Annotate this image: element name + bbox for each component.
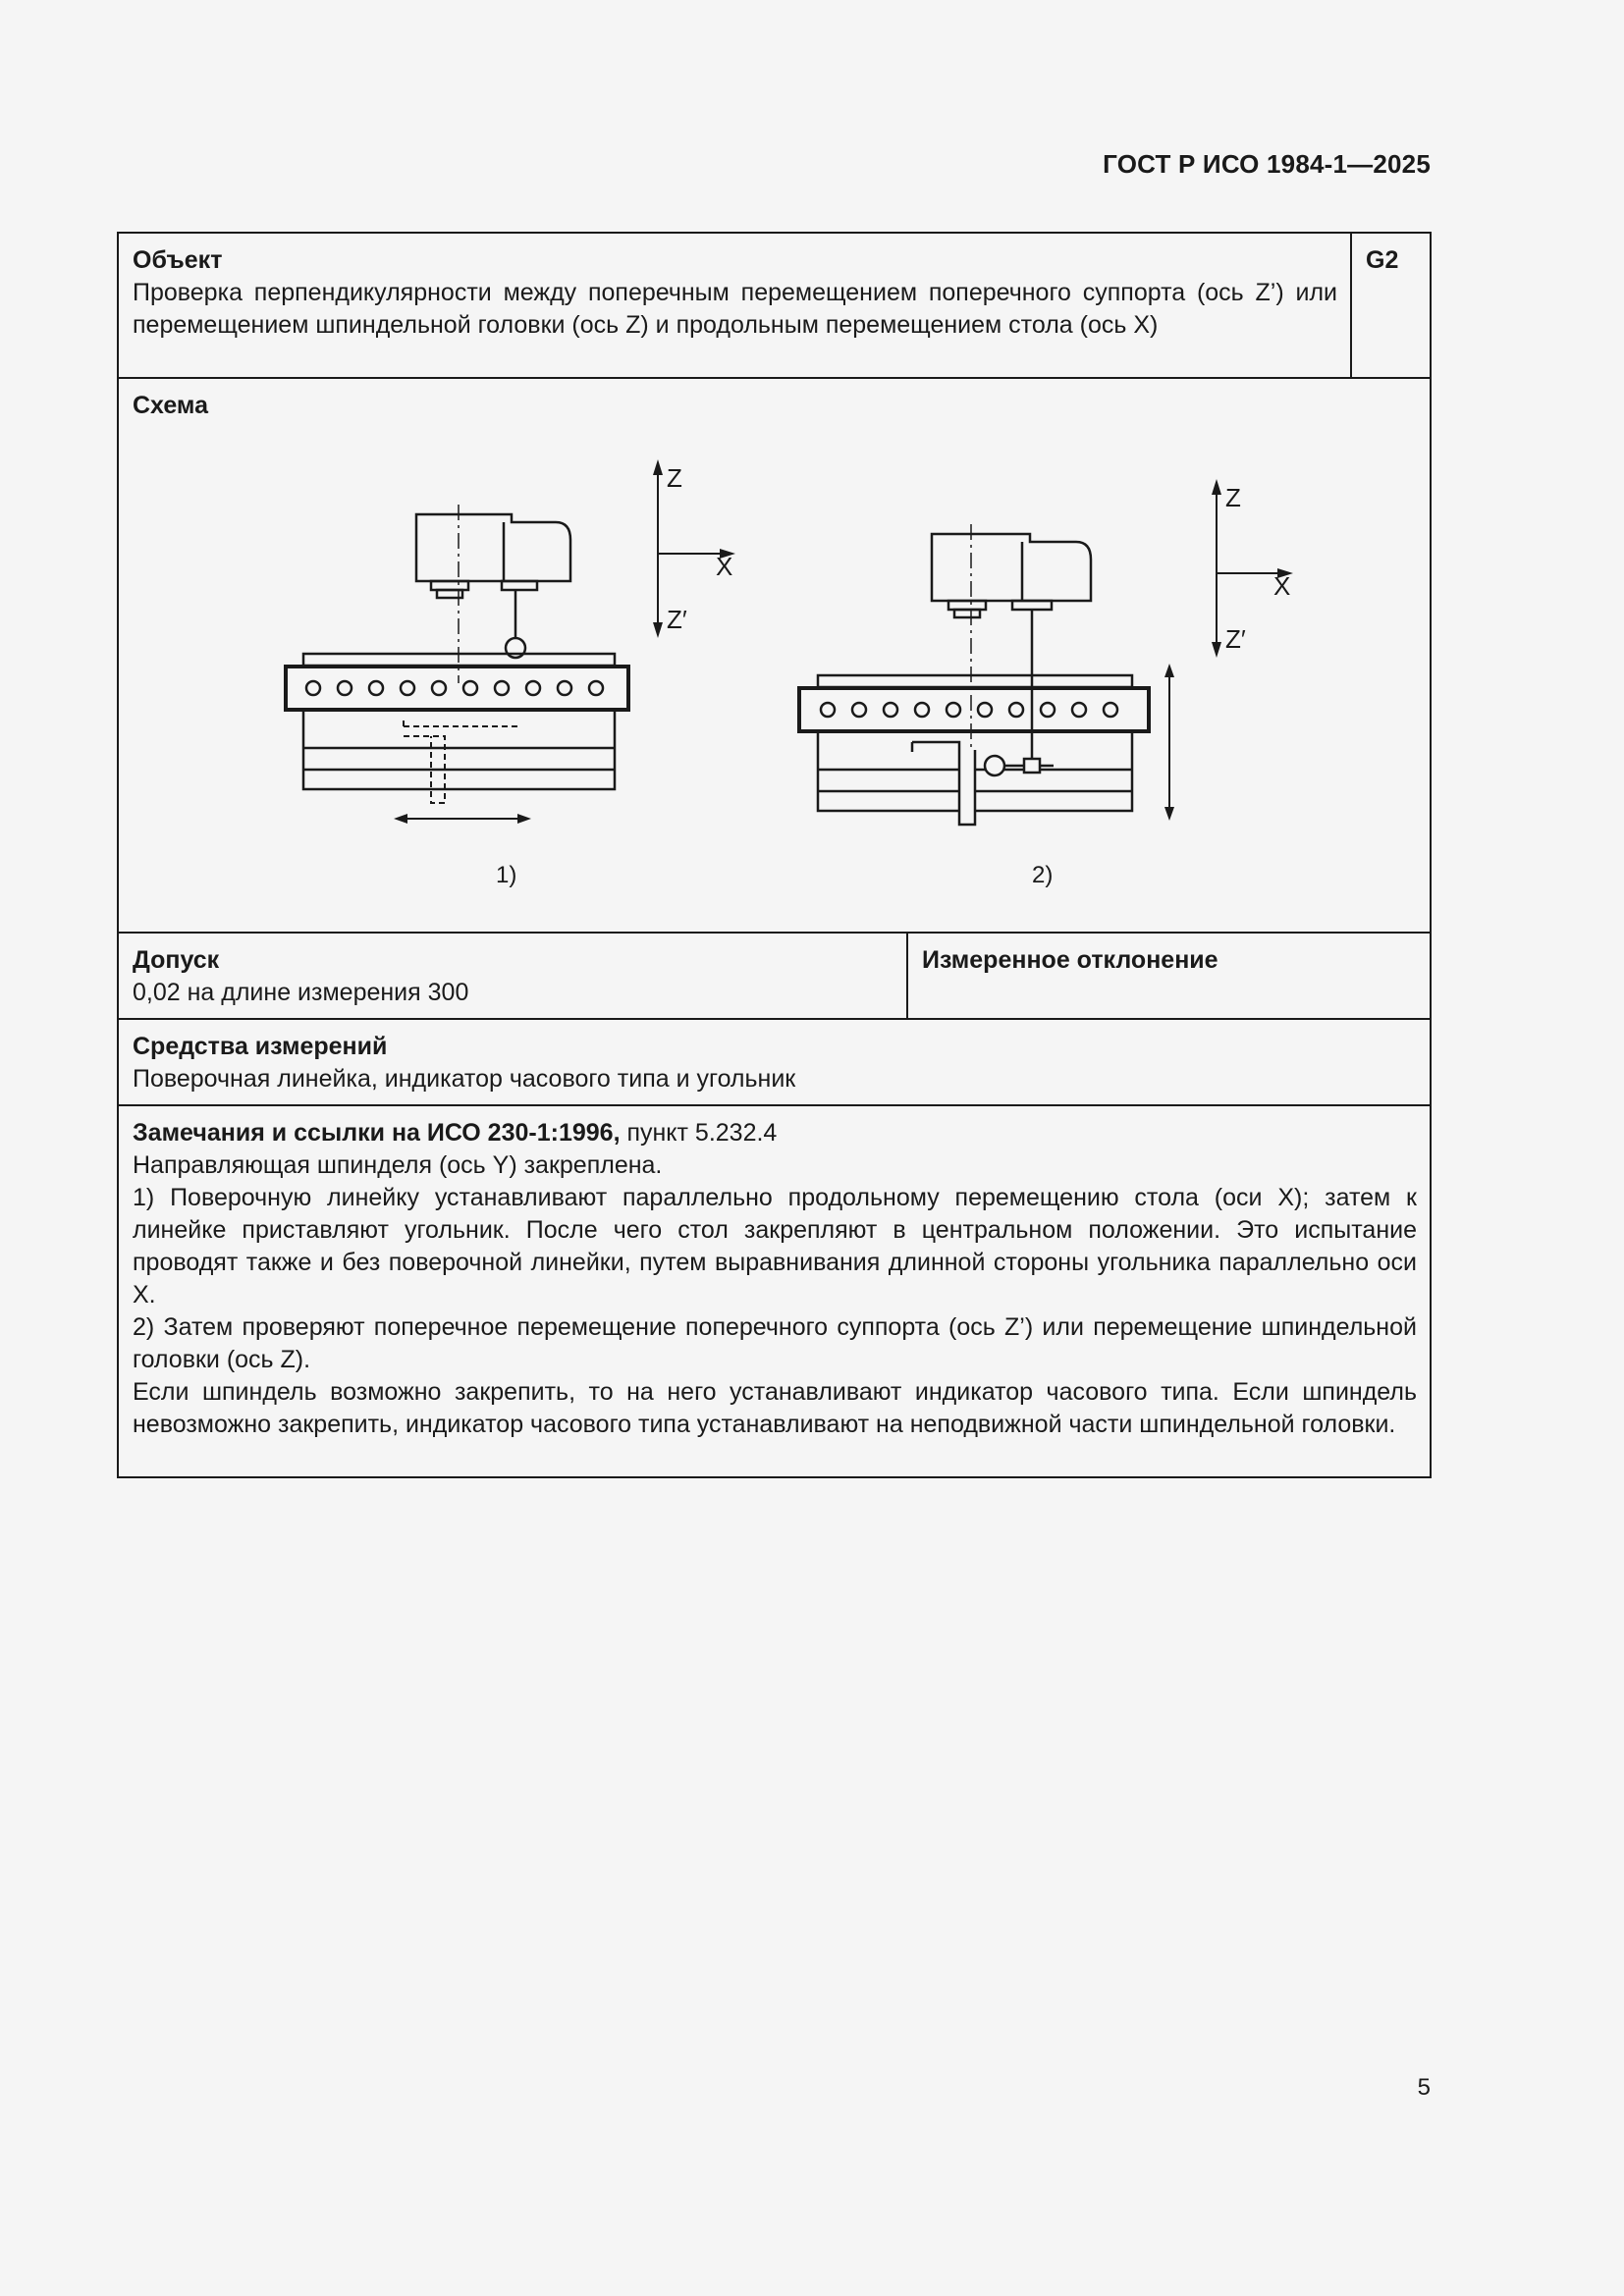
- means-label: Средства измерений: [133, 1033, 388, 1060]
- axis-z-label-2: Z: [1225, 483, 1241, 512]
- t-slot-2-2: [852, 703, 866, 717]
- means-text: Поверочная линейка, индикатор часового типа и угольник: [133, 1065, 796, 1093]
- notes-cell: [118, 1105, 1431, 1477]
- axis-x-label-1: X: [716, 552, 733, 581]
- figure-2-caption: 2): [1032, 862, 1054, 888]
- spindle-head-2: [932, 534, 1091, 601]
- test-spec-table: [117, 232, 1432, 1478]
- t-slot-9: [558, 681, 571, 695]
- means-cell: [118, 1019, 1431, 1105]
- measured-deviation-cell: [907, 933, 1431, 1019]
- axis-z2-label-2: Z′: [1225, 624, 1246, 654]
- document-code: ГОСТ Р ИСО 1984-1—2025: [1103, 149, 1431, 179]
- t-slot-2-10: [1104, 703, 1117, 717]
- notes-line: 2) Затем проверяют поперечное перемещение поперечного суппорта (ось Z’) или перемещение шпиндельной головки (ось Z).: [133, 1313, 1417, 1373]
- tolerance-cell: [118, 933, 907, 1019]
- t-slot-1: [306, 681, 320, 695]
- tolerance-value: 0,02 на длине измерения 300: [133, 979, 469, 1006]
- figure-1-caption: 1): [496, 862, 517, 888]
- indicator-holder-2: [1012, 601, 1052, 610]
- page-number: 5: [1417, 2074, 1431, 2101]
- t-slot-10: [589, 681, 603, 695]
- object-row: [118, 233, 1431, 378]
- object-cell: [118, 233, 1351, 378]
- spindle-flange-1: [431, 581, 468, 590]
- scheme-drawing: [119, 379, 1430, 929]
- indicator-holder-1: [502, 581, 537, 590]
- spindle-flange-2: [948, 601, 986, 610]
- t-slots-2: [821, 703, 1117, 717]
- t-slot-2-7: [1009, 703, 1023, 717]
- t-slot-6: [463, 681, 477, 695]
- t-slots-1: [306, 681, 603, 695]
- figure-1: [286, 459, 735, 824]
- notes-line: Если шпиндель возможно закрепить, то на него устанавливают индикатор часового типа. Если шпиндель невозможно закрепить, индикатор часового типа устанавливают на неподвижной части шпиндельной головки.: [133, 1378, 1417, 1438]
- figure-2: [799, 479, 1293, 825]
- notes-reference: пункт 5.232.4: [620, 1119, 778, 1147]
- t-slot-2-4: [915, 703, 929, 717]
- axis-z-label-1: Z: [667, 463, 682, 493]
- t-slot-2-5: [947, 703, 960, 717]
- square-2: [912, 742, 975, 825]
- means-row: [118, 1019, 1431, 1105]
- tolerance-row: [118, 933, 1431, 1019]
- t-slot-7: [495, 681, 509, 695]
- t-slot-3: [369, 681, 383, 695]
- notes-row: [118, 1105, 1431, 1477]
- object-label: Объект: [133, 246, 223, 274]
- table-top-2: [818, 675, 1132, 687]
- spindle-nose-2: [954, 610, 980, 617]
- measured-deviation-label: Измеренное отклонение: [922, 946, 1218, 974]
- notes-label: Замечания и ссылки на ИСО 230-1:1996,: [133, 1119, 621, 1147]
- t-slot-2-3: [884, 703, 897, 717]
- t-slot-2-9: [1072, 703, 1086, 717]
- spindle-head-1: [416, 514, 570, 581]
- object-text: Проверка перпендикулярности между поперечным перемещением поперечного суппорта (ось Z’) или перемещением шпиндельной головки (ось Z) и продольным перемещением стола (ось X): [133, 279, 1337, 339]
- scheme-cell: [118, 378, 1431, 933]
- axis-z2-label-1: Z′: [667, 605, 687, 634]
- indicator-clamp-2: [1024, 759, 1040, 773]
- t-slot-5: [432, 681, 446, 695]
- machine-base-1: [303, 710, 615, 789]
- axis-x-label-2: X: [1273, 571, 1291, 601]
- notes-line: 1) Поверочную линейку устанавливают параллельно продольному перемещению стола (оси X); затем к линейке приставляют угольник. После чего стол закрепляют в центральном положении. Это испытание проводят также и без поверочной линейки, путем выравнивания длинной стороны угольника параллельно оси X.: [133, 1184, 1417, 1308]
- t-slot-4: [401, 681, 414, 695]
- test-code: G2: [1351, 233, 1431, 378]
- t-slot-2-1: [821, 703, 835, 717]
- scheme-label: Схема: [133, 392, 208, 419]
- notes-heading: [133, 1117, 1417, 1149]
- t-slot-8: [526, 681, 540, 695]
- dial-indicator-2: [985, 756, 1004, 775]
- notes-line: Направляющая шпинделя (ось Y) закреплена.: [133, 1151, 663, 1179]
- t-slot-2-6: [978, 703, 992, 717]
- scheme-row: [118, 378, 1431, 933]
- tolerance-label: Допуск: [133, 946, 220, 974]
- t-slot-2-8: [1041, 703, 1055, 717]
- t-slot-2: [338, 681, 352, 695]
